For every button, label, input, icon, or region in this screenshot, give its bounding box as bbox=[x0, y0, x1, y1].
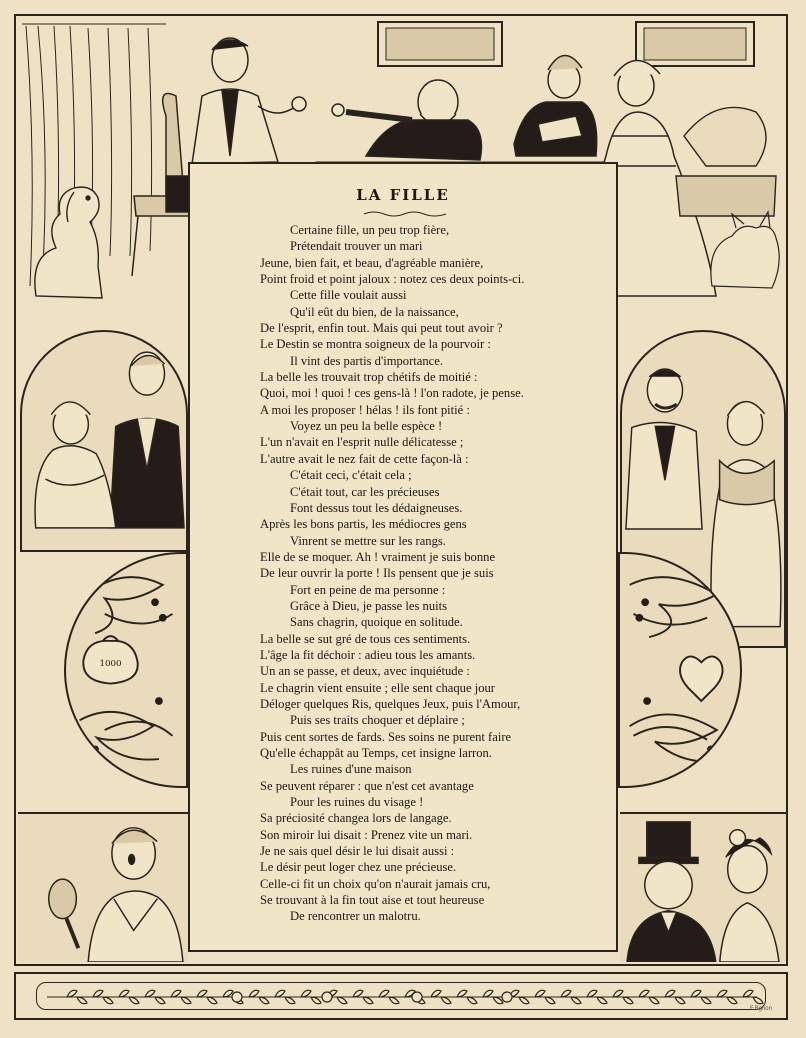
poem-line: Jeune, bien fait, et beau, d'agréable manière, bbox=[260, 255, 484, 270]
vine-ornament bbox=[37, 983, 767, 1011]
bottom-right-illustration bbox=[620, 812, 786, 962]
poem-line: Sans chagrin, quoique en solitude. bbox=[290, 615, 463, 630]
heart-icon bbox=[680, 656, 723, 701]
poem-line: La belle se sut gré de tous ces sentiments. bbox=[260, 631, 471, 646]
coin-label: 1000 bbox=[99, 659, 122, 670]
poem-line: Le chagrin vient ensuite ; elle sent chaque jour bbox=[260, 680, 495, 695]
poem-line: Il vint des partis d'importance. bbox=[290, 353, 444, 368]
poem-line: Fort en peine de ma personne : bbox=[290, 582, 446, 597]
poem-line: Le désir peut loger chez une précieuse. bbox=[260, 860, 457, 875]
poem-line: Prétendait trouver un mari bbox=[290, 239, 423, 254]
artist-signature: F.Bgnon bbox=[749, 1006, 772, 1012]
poem-line: Après les bons partis, les médiocres gens bbox=[260, 517, 467, 532]
poem-line: Déloger quelques Ris, quelques Jeux, puis l'Amour, bbox=[260, 696, 521, 711]
poem-line: De leur ouvrir la porte ! Ils pensent que je suis bbox=[260, 566, 494, 581]
poem-line: Elle de se moquer. Ah ! vraiment je suis bonne bbox=[260, 549, 496, 564]
flower-icon bbox=[502, 992, 512, 1002]
poem-line: Un an se passe, et deux, avec inquiétude : bbox=[260, 664, 470, 679]
poem-line: Se trouvant à la fin tout aise et tout heureuse bbox=[260, 893, 485, 908]
bottom-left-illustration bbox=[18, 812, 188, 962]
poem-line: Celle-ci fit un choix qu'on n'aurait jamais cru, bbox=[260, 876, 491, 891]
poem-line: Se peuvent réparer : que n'est cet avantage bbox=[260, 778, 474, 793]
poem-title: LA FILLE bbox=[356, 186, 450, 204]
flower-icon bbox=[412, 992, 422, 1002]
poem-line: Quoi, moi ! quoi ! ces gens-là ! l'on radote, je pense. bbox=[260, 386, 524, 401]
bottom-right-drawing bbox=[620, 814, 786, 962]
poem-line: L'âge la fit déchoir : adieu tous les amants. bbox=[260, 647, 476, 662]
poem-line: Le Destin se montra soigneux de la pourvoir : bbox=[260, 337, 491, 352]
poem-line: Vinrent se mettre sur les rangs. bbox=[290, 533, 446, 548]
title-ornament-rule bbox=[362, 210, 448, 218]
poem-line: De l'esprit, enfin tout. Mais qui peut tout avoir ? bbox=[260, 321, 503, 336]
bottom-left-drawing bbox=[18, 814, 188, 962]
flower-icon bbox=[322, 992, 332, 1002]
left-couple-drawing bbox=[22, 332, 186, 550]
poem-panel bbox=[188, 162, 618, 952]
poem-line: Pour les ruines du visage ! bbox=[290, 795, 424, 810]
flower-icon bbox=[232, 992, 242, 1002]
poem-line: Puis ses traits choquer et déplaire ; bbox=[290, 713, 465, 728]
poem-line: Voyez un peu la belle espèce ! bbox=[290, 419, 443, 434]
poem-line: L'autre avait le nez fait de cette façon-là : bbox=[260, 451, 469, 466]
poem-line: Point froid et point jaloux : notez ces deux points-ci. bbox=[260, 272, 525, 287]
poem-line: Son miroir lui disait : Prenez vite un mari. bbox=[260, 827, 473, 842]
poem-line: Cette fille voulait aussi bbox=[290, 288, 407, 303]
poem-line: Grâce à Dieu, je passe les nuits bbox=[290, 598, 448, 613]
bottom-frieze bbox=[14, 972, 788, 1020]
poem-line: La belle les trouvait trop chétifs de moitié : bbox=[260, 370, 478, 385]
poem-line: Qu'il eût du bien, de la naissance, bbox=[290, 304, 459, 319]
poem-line: Sa préciosité changea lors de langage. bbox=[260, 811, 452, 826]
poem-line: Certaine fille, un peu trop fière, bbox=[290, 223, 450, 237]
poem-line: Font dessus tout les dédaigneuses. bbox=[290, 500, 463, 515]
poem-line: C'était tout, car les précieuses bbox=[290, 484, 440, 499]
poem-line: Qu'elle échappât au Temps, cet insigne larron. bbox=[260, 746, 492, 760]
left-couple-illustration bbox=[20, 330, 188, 552]
poem-line: Je ne sais quel désir le lui disait aussi : bbox=[260, 844, 455, 859]
poem-line: De rencontrer un malotru. bbox=[290, 909, 421, 924]
poem-line: C'était ceci, c'était cela ; bbox=[290, 468, 412, 483]
poem-line: Les ruines d'une maison bbox=[290, 762, 412, 777]
vine-leaf bbox=[743, 990, 763, 1004]
poem-line: L'un n'avait en l'esprit nulle délicatesse ; bbox=[260, 435, 464, 450]
poem-line: A moi les proposer ! hélas ! ils font pitié : bbox=[260, 402, 470, 417]
frieze-inner-frame bbox=[36, 982, 766, 1010]
poem-line: Puis cent sortes de fards. Ses soins ne purent faire bbox=[260, 729, 512, 744]
poem-text bbox=[260, 222, 610, 925]
